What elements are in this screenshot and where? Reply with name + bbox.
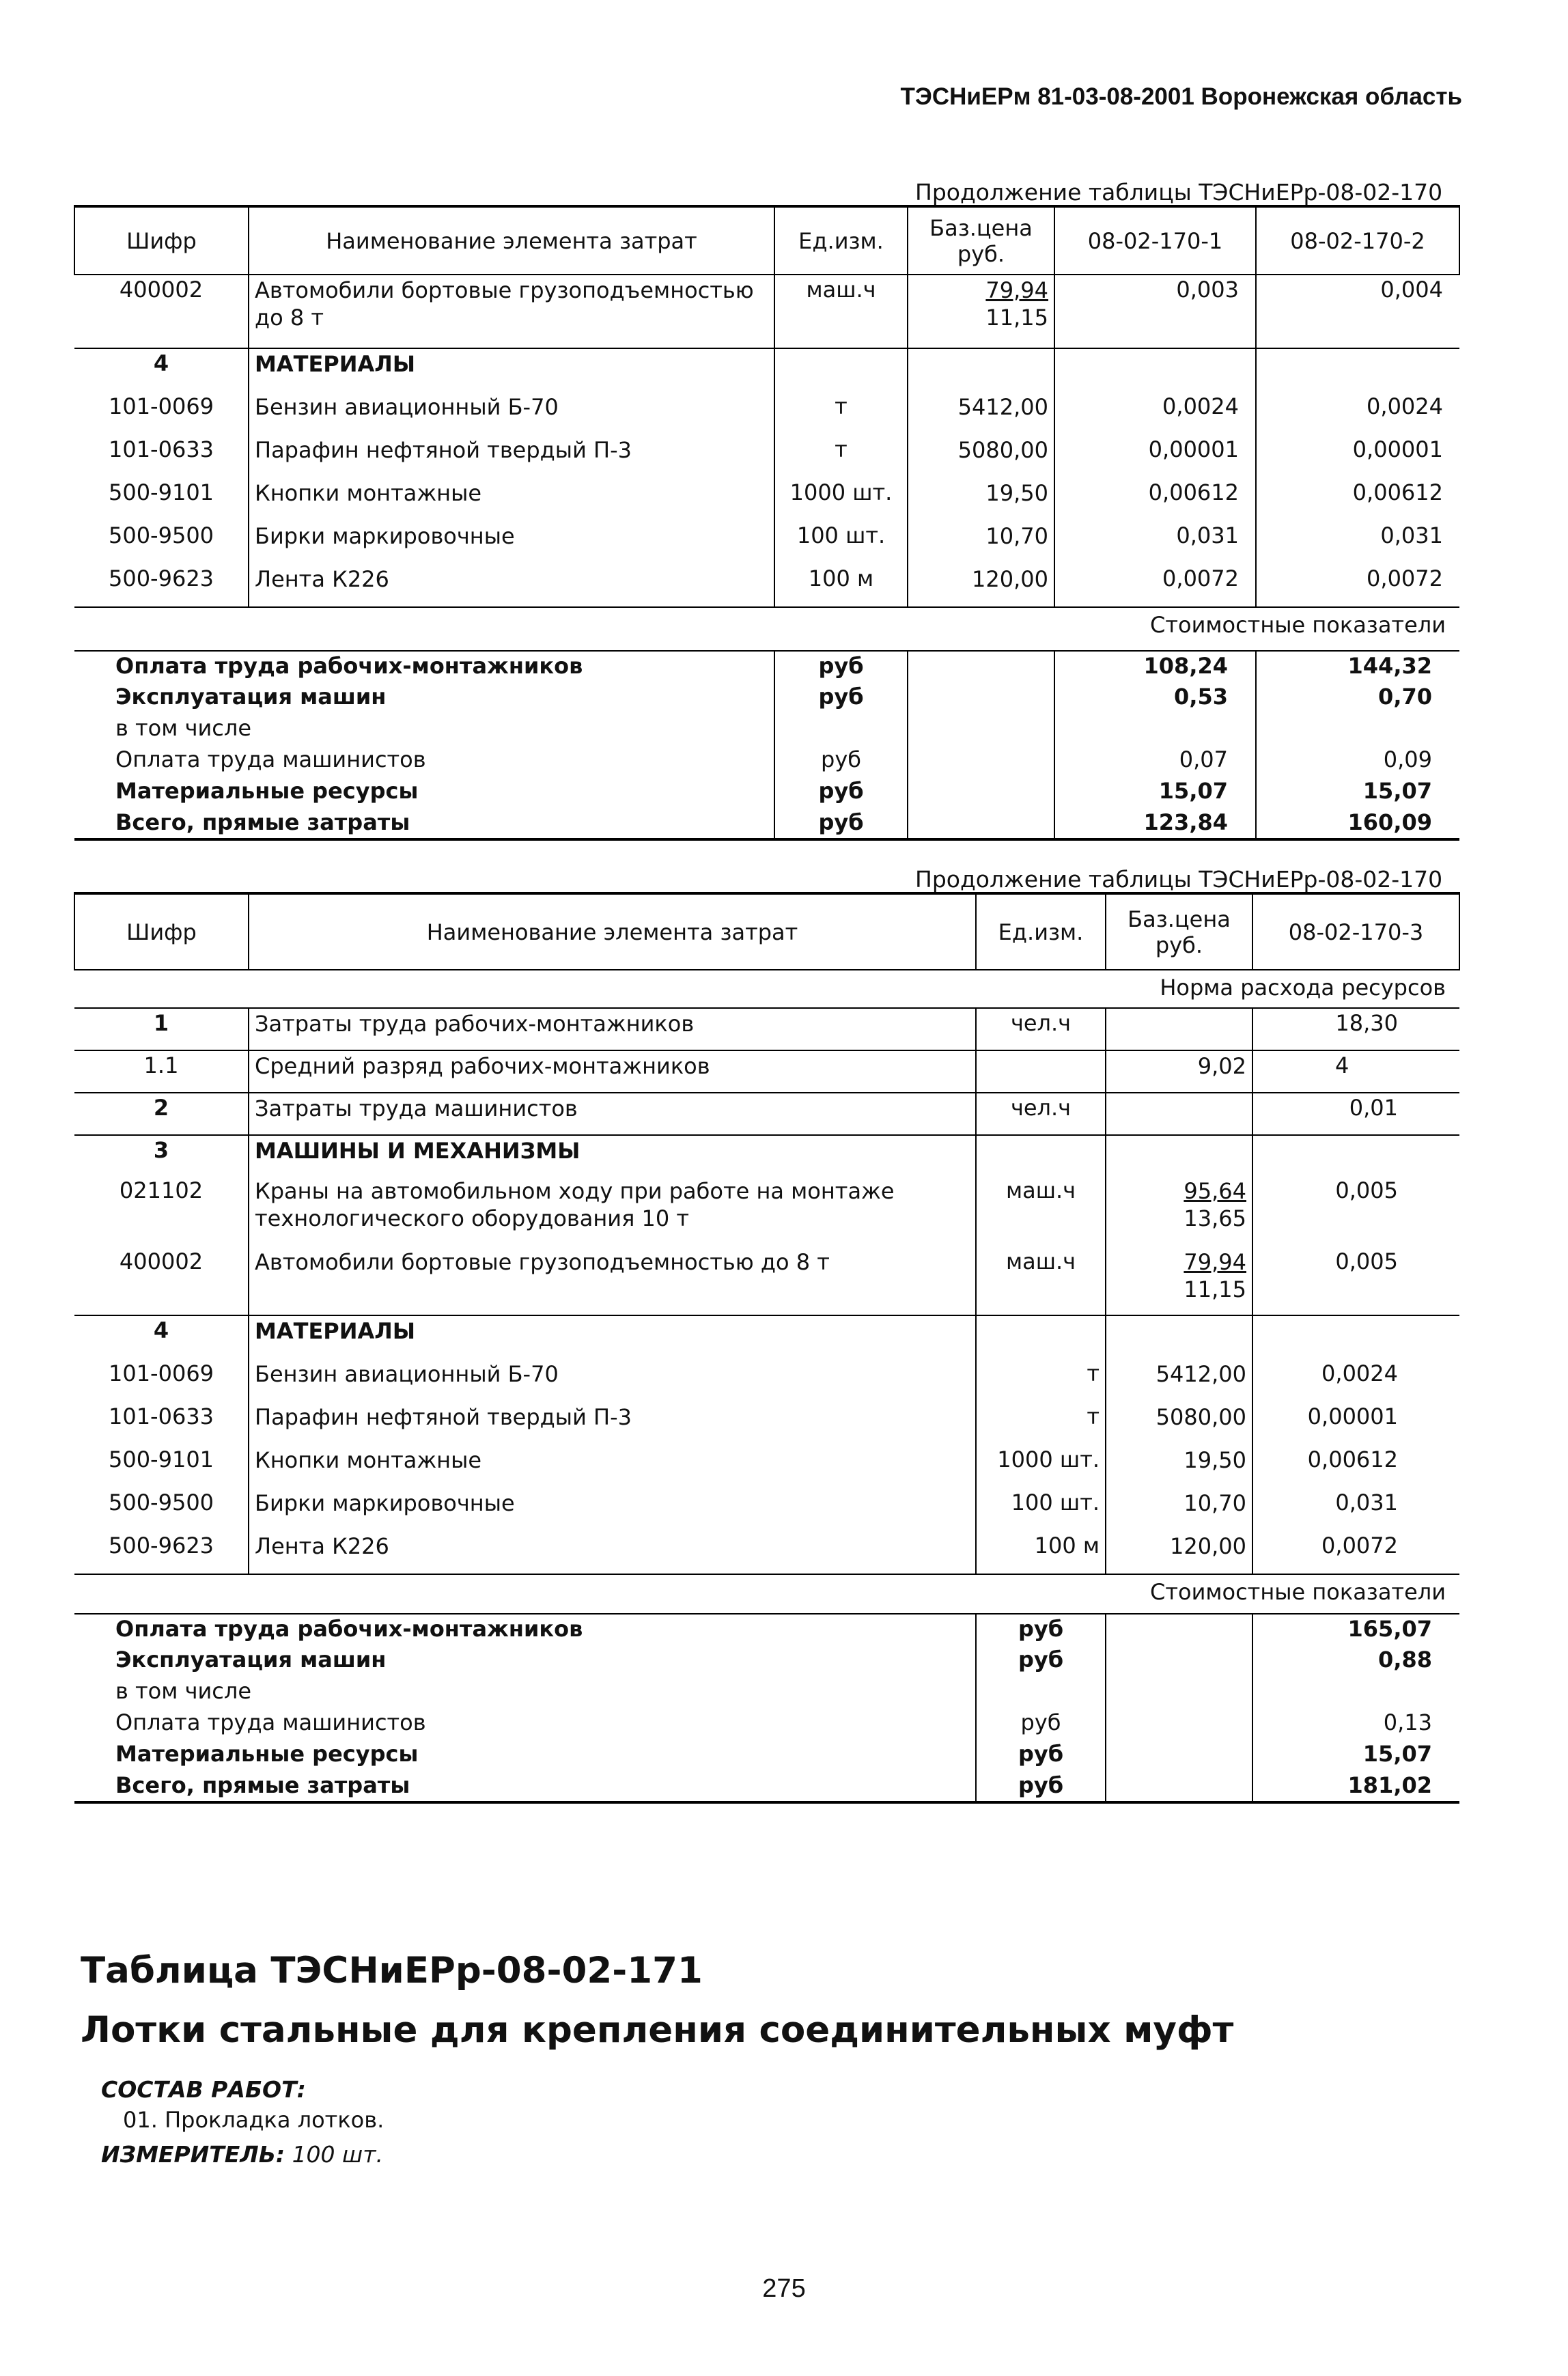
- col-header-name: Наименование элемента затрат: [249, 893, 976, 970]
- table-row: 1.1 Средний разряд рабочих-монтажников 9,02 4: [74, 1050, 1459, 1093]
- summary-row: в том числе: [74, 714, 1459, 745]
- summary-row: в том числе: [74, 1677, 1459, 1708]
- col-header-unit: Ед.изм.: [774, 206, 908, 275]
- page-number: 275: [762, 2274, 806, 2303]
- col-header-price: Баз.цена руб.: [908, 206, 1054, 275]
- measurer-label: ИЗМЕРИТЕЛЬ:: [101, 2141, 285, 2168]
- table-title: Таблица ТЭСНиЕРр-08-02-171: [81, 1950, 703, 1991]
- summary-row: Оплата труда машинистов руб 0,13: [74, 1708, 1459, 1739]
- table-row: 101-0069 Бензин авиационный Б-70 т 5412,00 0,0024 0,0024: [74, 392, 1459, 435]
- resource-table-2: [74, 892, 1460, 1804]
- table-row: 101-0069 Бензин авиационный Б-70 т 5412,00 0,0024: [74, 1359, 1459, 1402]
- summary-row-total: Всего, прямые затраты руб 123,84 160,09: [74, 808, 1459, 839]
- document-header: ТЭСНиЕРм 81-03-08-2001 Воронежская область: [900, 83, 1462, 110]
- summary-row: Материальные ресурсы руб 15,07 15,07: [74, 777, 1459, 808]
- table-subtitle: Лотки стальные для крепления соединительных муфт: [81, 2009, 1234, 2051]
- col-header-170-3: 08-02-170-3: [1252, 893, 1459, 970]
- summary-row: Материальные ресурсы руб 15,07: [74, 1739, 1459, 1771]
- table-row: 101-0633 Парафин нефтяной твердый П-3 т 5080,00 0,00001: [74, 1402, 1459, 1445]
- table-row: 021102 Краны на автомобильном ходу при работе на монтаже технологического оборудования 10 т маш.ч 95,64 13,65 0,005: [74, 1176, 1459, 1247]
- resource-table-1: [74, 205, 1460, 841]
- table-row: 500-9623 Лента К226 100 м 120,00 0,0072: [74, 1531, 1459, 1574]
- table-continuation-caption: Продолжение таблицы ТЭСНиЕРр-08-02-170: [915, 866, 1443, 893]
- table-row: 500-9500 Бирки маркировочные 100 шт. 10,70 0,031 0,031: [74, 521, 1459, 564]
- table-row: 500-9500 Бирки маркировочные 100 шт. 10,70 0,031: [74, 1488, 1459, 1531]
- table-row: 400002 Автомобили бортовые грузоподъемностью до 8 т маш.ч 79,94 11,15 0,003 0,004: [74, 275, 1459, 348]
- table-continuation-caption: Продолжение таблицы ТЭСНиЕРр-08-02-170: [915, 179, 1443, 206]
- summary-row-total: Всего, прямые затраты руб 181,02: [74, 1771, 1459, 1802]
- summary-row: Эксплуатация машин руб 0,88: [74, 1645, 1459, 1677]
- table-row: 4 МАТЕРИАЛЫ: [74, 1315, 1459, 1359]
- norm-band: Норма расхода ресурсов: [74, 970, 1459, 1008]
- table-row: 400002 Автомобили бортовые грузоподъемностью до 8 т маш.ч 79,94 11,15 0,005: [74, 1247, 1459, 1315]
- col-header-unit: Ед.изм.: [976, 893, 1106, 970]
- table-row: 1 Затраты труда рабочих-монтажников чел.ч 18,30: [74, 1008, 1459, 1050]
- col-header-price: Баз.цена руб.: [1106, 893, 1252, 970]
- table-row: 101-0633 Парафин нефтяной твердый П-3 т 5080,00 0,00001 0,00001: [74, 435, 1459, 478]
- col-header-code: Шифр: [74, 893, 249, 970]
- col-header-170-1: 08-02-170-1: [1054, 206, 1256, 275]
- summary-row: Оплата труда машинистов руб 0,07 0,09: [74, 745, 1459, 777]
- table-row: 4 МАТЕРИАЛЫ: [74, 348, 1459, 392]
- summary-row: Эксплуатация машин руб 0,53 0,70: [74, 682, 1459, 714]
- table-row: 3 МАШИНЫ И МЕХАНИЗМЫ: [74, 1135, 1459, 1176]
- measurer-value: 100 шт.: [292, 2141, 383, 2168]
- table-row: 2 Затраты труда машинистов чел.ч 0,01: [74, 1093, 1459, 1135]
- table-row: 500-9101 Кнопки монтажные 1000 шт. 19,50 0,00612 0,00612: [74, 478, 1459, 521]
- cost-indicators-band: Стоимостные показатели: [74, 607, 1459, 651]
- measurer: [101, 2141, 383, 2168]
- cost-indicators-band: Стоимостные показатели: [74, 1574, 1459, 1614]
- works-heading: СОСТАВ РАБОТ:: [101, 2076, 306, 2103]
- table-row: 500-9101 Кнопки монтажные 1000 шт. 19,50 0,00612: [74, 1445, 1459, 1488]
- col-header-170-2: 08-02-170-2: [1256, 206, 1459, 275]
- work-item: 01. Прокладка лотков.: [123, 2107, 384, 2133]
- summary-row: Оплата труда рабочих-монтажников руб 165,07: [74, 1614, 1459, 1645]
- col-header-name: Наименование элемента затрат: [249, 206, 774, 275]
- col-header-code: Шифр: [74, 206, 249, 275]
- table-row: 500-9623 Лента К226 100 м 120,00 0,0072 0,0072: [74, 564, 1459, 607]
- summary-row: Оплата труда рабочих-монтажников руб 108,24 144,32: [74, 651, 1459, 682]
